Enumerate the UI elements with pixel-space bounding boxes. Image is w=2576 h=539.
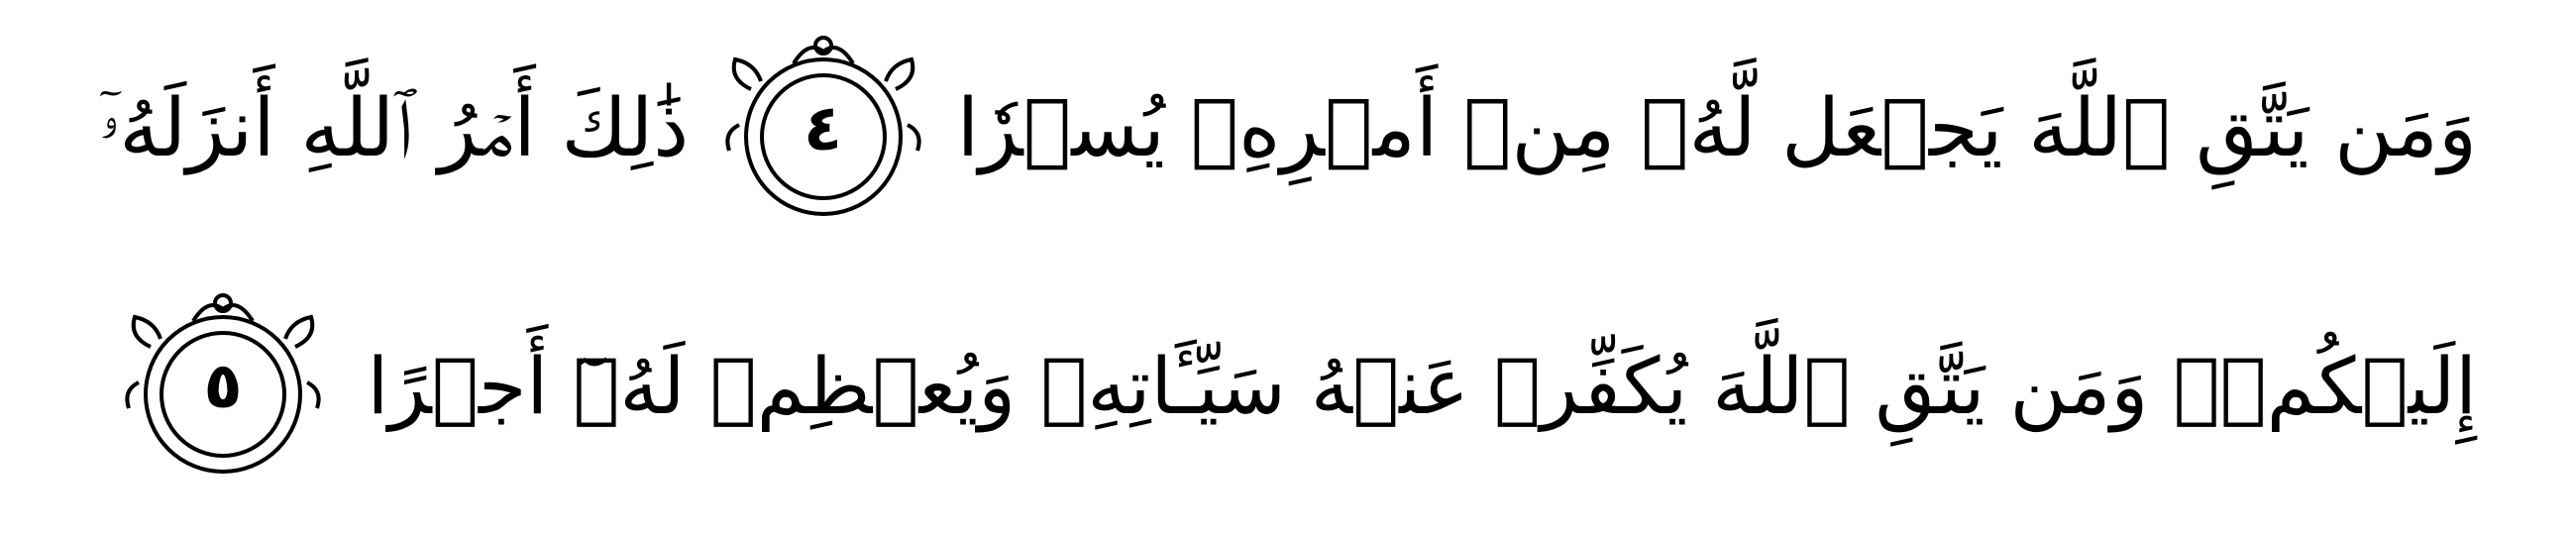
- ayah-number: ٥: [203, 350, 243, 423]
- verse-line-2: [99, 287, 2477, 485]
- verse-text-segment: وَمَن يَتَّقِ ٱللَّهَ يَجۡعَل لَّهُۥ مِنۡ أَمۡرِهِۦ يُسۡرٗا: [956, 81, 2477, 175]
- ayah-end-marker: [99, 287, 347, 485]
- verse-text-segment: ذَٰلِكَ أَمۡرُ ٱللَّهِ أَنزَلَهُۥٓ: [99, 81, 690, 175]
- verse-line-1: [99, 30, 2477, 228]
- ayah-end-marker: [699, 30, 947, 228]
- ayah-number: ٤: [803, 92, 843, 165]
- verse-text-segment: إِلَيۡكُمۡۚ وَمَن يَتَّقِ ٱللَّهَ يُكَفِّرۡ عَنۡهُ سَيِّـَٔاتِهِۦ وَيُعۡظِمۡ لَهُۥٓ أَجۡرًا: [367, 340, 2477, 432]
